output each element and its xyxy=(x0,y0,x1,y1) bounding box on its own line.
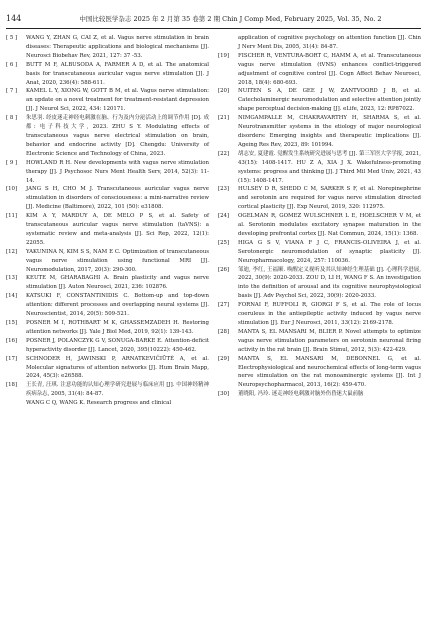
reference-text: FISCHER R, VENTURA-BORT C, HAMM A, et al. Transcutaneous vagus nerve stimulation (tVNS) enhances conflict-triggered adjustment of cognitive control [J]. Cogn Affect Behav Neurosci, 2018, 18(4): 680-693. xyxy=(238,52,421,86)
reference-number: [ 8 ] xyxy=(6,115,18,122)
reference-text: MANTA S, EL MANSARI M, DEBONNEL G, et al. Electrophysiological and neurochemical effects of long-term vagus nerve stimulation on the rat monoaminergic systems [J]. Int J Neuropsychopharmacol, 2013, 16(2): 459-470. xyxy=(238,355,421,389)
reference-text: NUITEN S A, DE GEE J W, ZANTVOORD J B, et al. Catecholaminergic neuromodulation and selective attention jointly shape perceptual decision-making [J]. eLife, 2023, 12: RP87022. xyxy=(238,88,422,113)
reference-entry xyxy=(6,399,209,408)
reference-entry xyxy=(218,87,421,114)
reference-entry xyxy=(218,52,421,88)
reference-entry xyxy=(6,185,209,212)
reference-entry xyxy=(6,274,209,292)
reference-entry xyxy=(218,266,421,302)
reference-text: KATSUKI F, CONSTANTINIDIS C. Bottom-up and top-down attention: different processes and overlapping neural systems [J]. Neuroscientist, 2014, 20(5): 509-521. xyxy=(26,293,209,318)
reference-entry xyxy=(218,185,421,212)
reference-number: [ 9 ] xyxy=(6,159,18,166)
reference-text: 王长青, 汪琪. 注意功能的认知心理学研究进展与临床应用 [J]. 中国神经精神疾病杂志, 2005, 31(4): 84-87. xyxy=(26,382,209,398)
reference-text: 董晓阳, 冯玲. 迷走神经电刺激对脑外伤昏迷大鼠前脑 xyxy=(238,391,364,398)
reference-number: [13] xyxy=(6,275,18,282)
reference-number: [19] xyxy=(218,52,230,59)
reference-number: [22] xyxy=(218,150,230,157)
reference-number: [30] xyxy=(218,391,230,398)
reference-number: [29] xyxy=(218,355,230,362)
reference-number: [25] xyxy=(218,239,230,246)
reference-text: MANTA S, EL MANSARI M, BLIER P. Novel attempts to optimize vagus nerve stimulation parameters on serotonin neuronal firing activity in the rat brain [J]. Brain Stimul, 2012, 5(3): 422-429. xyxy=(238,328,421,353)
reference-number: [24] xyxy=(218,213,230,220)
reference-text: POSNER J, POLANCZYK G V, SONUGA-BARKE E. Attention-deficit hyperactivity disorder [J]. Lancet, 2020, 395(10222): 450-462. xyxy=(26,337,209,353)
reference-entry xyxy=(218,355,421,391)
reference-column-left xyxy=(6,34,209,408)
reference-number: [26] xyxy=(218,266,230,273)
reference-text: HOWLAND R H. New developments with vagus nerve stimulation therapy [J]. J Psychosoc Nurs Ment Health Serv, 2014, 52(3): 11-14. xyxy=(26,159,209,184)
reference-text: YAKUNINA N, KIM S S, NAM E C. Optimization of transcutaneous vagus nerve stimulation using functional MRI [J]. Neuromodulation, 2017, 20(3): 290-300. xyxy=(26,248,209,273)
reference-text: JANG S H, CHO M J. Transcutaneous auricular vagus nerve stimulation in disorders of consciousness: a mini-narrative review [J]. Medicine (Baltimore), 2022, 101 (50): e31808. xyxy=(26,186,209,211)
reference-entry xyxy=(218,150,421,186)
reference-number: [16] xyxy=(6,337,18,344)
reference-text: WANG Y, ZHAN G, CAI Z, et al. Vagus nerve stimulation in brain diseases: Therapeutic applications and biological mechanisms [J]. Neurosci Biobehav Rev, 2021, 127: 37 -53. xyxy=(26,35,209,59)
reference-number: [27] xyxy=(218,302,230,309)
reference-entry xyxy=(6,248,209,275)
reference-entry xyxy=(218,34,421,52)
reference-entry xyxy=(6,292,209,319)
reference-text: 朱思羽. 经皮迷走神经电刺激在脑、行为及内分泌活动上的调节作用 [D]. 成都: 电子科技大学, 2023. ZHU S Y. Modulating effects of transcutaneous vagus nerve electrical stimulation on brain, behavior and endocrine activity [D]. Chengdu: University of Electronic Science and Technology of China, 2023. xyxy=(26,115,209,157)
reference-text: KAMEL L Y, XIONG W, GOTT B M, et al. Vagus nerve stimulation: an update on a novel treatment for treatment-resistant depression [J]. J Neurol Sci, 2022, 434: 120171. xyxy=(26,88,209,113)
reference-entry xyxy=(6,212,209,248)
reference-number: [ 5 ] xyxy=(6,35,18,41)
reference-text: KEUTE M, GHARABAGHI A. Brain plasticity and vagus nerve stimulation [J]. Auton Neurosci, 2021, 236: 102876. xyxy=(26,275,209,291)
reference-entry xyxy=(218,328,421,355)
reference-entry xyxy=(218,114,421,150)
reference-text: HULSEY D R, SHEDD C M, SARKER S F, et al. Norepinephrine and serotonin are required for vagus nerve stimulation directed cortical plasticity [J]. Exp Neurol, 2019, 320: 112975. xyxy=(238,186,421,211)
reference-entry xyxy=(6,159,209,186)
reference-text: POSNER M I, ROTHBART M K, GHASSEMZADEH H. Restoring attention networks [J]. Yale J Biol Med, 2019, 92(1): 139-143. xyxy=(26,320,209,335)
reference-entry xyxy=(218,390,421,399)
reference-number: [14] xyxy=(6,293,18,300)
page-number: 144 xyxy=(6,14,22,23)
reference-text: 邹迪, 李红, 王福顺. 唤醒定义视听及其认知神经生理基础 [J]. 心理科学进展, 2022, 30(9): 2020-2033. ZOU D, LI H, WANG F S. An investigation into the definition of arousal and its cognitive neurophysiological basis [J]. Adv Psychol Sci, 2022, 30(9): 2020-2033. xyxy=(238,266,421,300)
reference-entry xyxy=(6,319,209,337)
reference-number: [11] xyxy=(6,213,18,220)
reference-entry xyxy=(6,355,209,382)
reference-number: [12] xyxy=(6,248,18,255)
reference-text: FORNAI F, RUFFOLI R, GIORGI F S, et al. The role of locus coeruleus in the antiepileptic activity induced by vagus nerve stimulation [J]. Eur J Neurosci, 2011, 33(12): 2169-2178. xyxy=(238,302,421,326)
reference-entry xyxy=(6,61,209,88)
reference-number: [ 7 ] xyxy=(6,88,18,95)
reference-entry xyxy=(218,301,421,328)
reference-entry xyxy=(6,34,209,61)
reference-entry xyxy=(6,87,209,114)
reference-number: [28] xyxy=(218,328,230,335)
reference-entry xyxy=(218,212,421,239)
reference-text: OGELMAN R, GOMEZ WULSCHNER L E, HOELSCHER V M, et al. Serotonin modulates excitatory synapse maturation in the developing prefrontal cortex [J]. Nat Commun, 2024, 15(1): 1368. xyxy=(238,213,421,237)
reference-number: [18] xyxy=(6,382,18,389)
reference-entry xyxy=(6,337,209,355)
reference-number: [ 6 ] xyxy=(6,61,18,68)
header-rule xyxy=(6,28,421,29)
page-header xyxy=(0,0,427,28)
reference-number: [20] xyxy=(218,88,230,95)
reference-text: SCHNODER H, JAWINSKI P, ARNATKEVIČIŪTĖ A, et al. Molecular signatures of attention networks [J]. Hum Brain Mapp, 2024, 45(3): e26588. xyxy=(26,355,209,380)
reference-number: [10] xyxy=(6,186,18,193)
reference-entry xyxy=(6,114,209,159)
reference-entry xyxy=(6,381,209,399)
reference-text: KIM A Y, MARDUY A, DE MELO P S, et al. Safety of transcutaneous auricular vagus nerve stimulation (taVNS): a systematic review and meta-analysis [J]. Sci Rep, 2022, 12(1): 22055. xyxy=(26,213,209,246)
reference-text: WANG C Q, WANG K. Research progress and clinical xyxy=(26,400,172,407)
reference-text: 胡志安, 夏建霞. 觉醒发生系统研究进展与思考 [J]. 第三军医大学学报, 2021, 43(15): 1408-1417. HU Z A, XIA J X. Wakefulness-promoting systems: progress and thinking [J]. J Third Mil Med Univ, 2021, 43 (15): 1408-1417. xyxy=(238,150,421,184)
reference-number: [21] xyxy=(218,115,230,122)
reference-entry xyxy=(218,239,421,266)
reference-number: [23] xyxy=(218,186,230,193)
reference-text: HIGA G S V, VIANA F J C, FRANCIS-OLIVEIRA J, et al. Serotonergic neuromodulation of synaptic plasticity [J]. Neuropharmacology, 2024, 257: 110036. xyxy=(238,239,421,264)
reference-number: [15] xyxy=(6,320,18,326)
reference-text: NIMGAMPALLE M, CHAKRAVARTHY H, SHARMA S, et al. Neurotransmitter systems in the etiology of major neurological disorders: Emerging insights and therapeutic implications [J]. Ageing Res Rev, 2023, 89: 101994. xyxy=(238,115,421,148)
reference-number: [17] xyxy=(6,355,18,362)
reference-column-right xyxy=(218,34,421,399)
reference-text: application of cognitive psychology on attention function [J]. Chin J Nerv Ment Dis, 2005, 31(4): 84-87. xyxy=(238,35,421,50)
reference-text: BUTT M F, ALBUSODA A, FARMER A D, et al. The anatomical basis for transcutaneous auricular vagus nerve stimulation [J]. J Anat, 2020, 236(4): 588-611. xyxy=(26,61,209,86)
journal-citation-line: 中国比较医学杂志 2025 年 2 月第 35 卷第 2 期 Chin J Comp Med, February 2025, Vol. 35, No. 2 xyxy=(79,15,382,23)
